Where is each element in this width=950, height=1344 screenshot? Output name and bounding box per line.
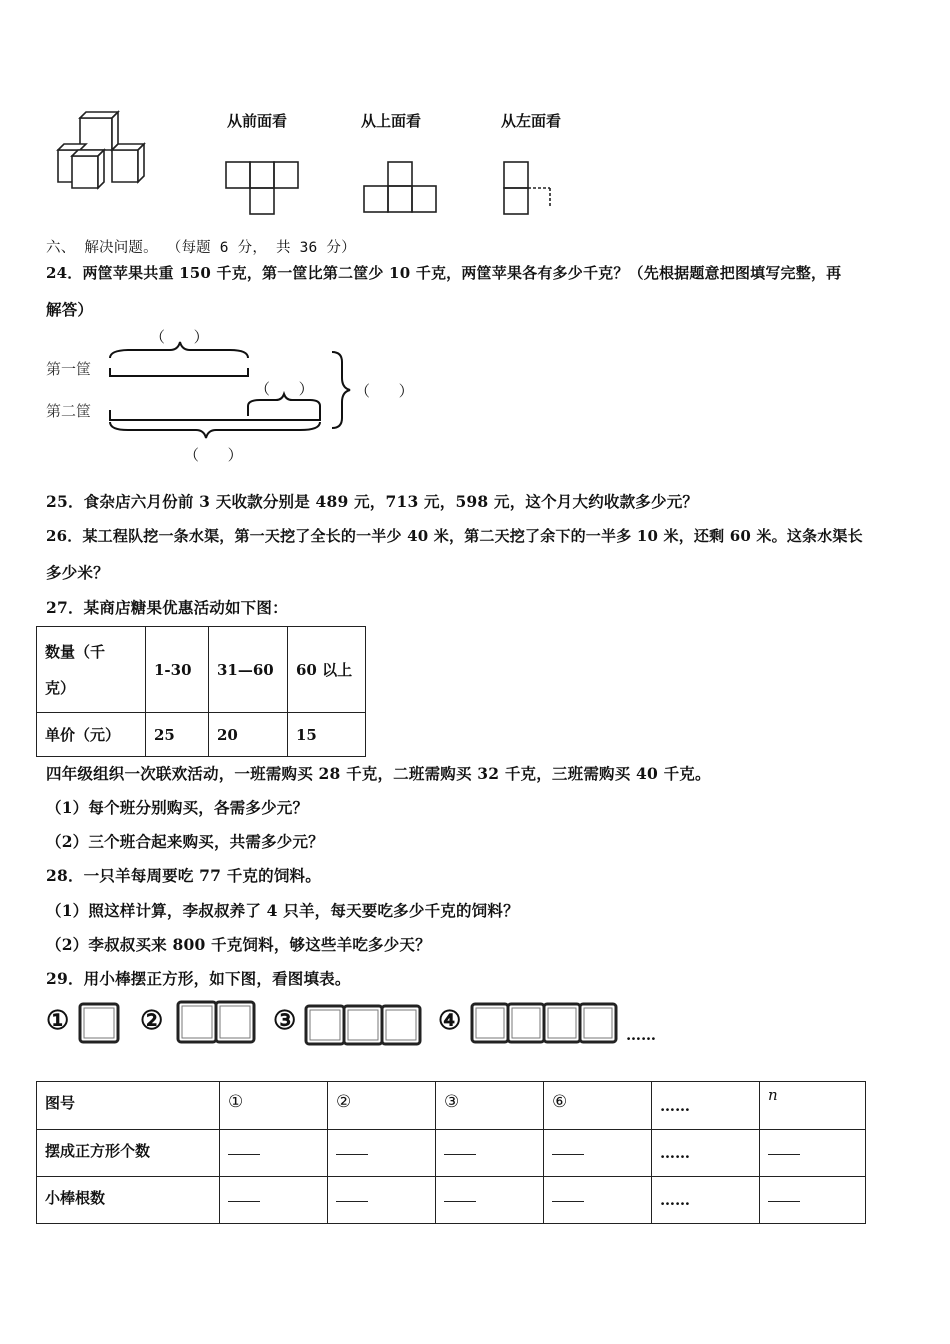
square-count-blank-2[interactable]: [328, 1130, 436, 1177]
q28-sub2: （2）李叔叔买来 800 千克饲料，够这些羊吃多少天？: [46, 935, 431, 954]
stick-count-ellipsis: ……: [652, 1177, 760, 1224]
view-label-left: 从左面看: [501, 112, 562, 130]
blank-line: [552, 1154, 584, 1155]
fig-no-n: n: [760, 1082, 866, 1130]
price-table: [36, 626, 366, 757]
stick-figure-ellipsis: ……: [626, 1026, 656, 1044]
blank-line: [768, 1154, 800, 1155]
q29-intro: 29．用小棒摆正方形，如下图，看图填表。: [46, 969, 351, 988]
fig-no-ellipsis: ……: [652, 1082, 760, 1130]
blank-line: [228, 1154, 260, 1155]
cube-stack-figure: [50, 110, 150, 190]
stick-figure-label-1: ①: [46, 1006, 70, 1036]
price-header-cell: 单价（元）: [37, 713, 146, 757]
fig-no-header: 图号: [37, 1082, 220, 1130]
stick-count-blank-2[interactable]: [328, 1177, 436, 1224]
stick-count-blank-6[interactable]: [544, 1177, 652, 1224]
left-view-figure: [502, 160, 554, 216]
price-cell-2: 20: [209, 713, 288, 757]
fig-no-3: ③: [436, 1082, 544, 1130]
blank-line: [336, 1201, 368, 1202]
blank-line: [444, 1201, 476, 1202]
basket1-label: 第一筐: [46, 360, 92, 378]
square-count-ellipsis: ……: [652, 1130, 760, 1177]
front-view-figure: [224, 160, 300, 216]
stick-figure-label-4: ④: [438, 1006, 462, 1036]
square-count-blank-6[interactable]: [544, 1130, 652, 1177]
price-cell-1: 25: [146, 713, 209, 757]
square-count-blank-3[interactable]: [436, 1130, 544, 1177]
quantity-header-line2: 克）: [45, 678, 76, 697]
basket2-label: 第二筐: [46, 402, 92, 420]
top-view-figure: [362, 160, 438, 214]
paren-top: （ ）: [150, 328, 209, 346]
stick-count-blank-3[interactable]: [436, 1177, 544, 1224]
q27-intro: 27．某商店糖果优惠活动如下图：: [46, 598, 288, 617]
fig-no-2: ②: [328, 1082, 436, 1130]
q28-sub1: （1）照这样计算，李叔叔养了 4 只羊，每天要吃多少千克的饲料？: [46, 901, 519, 920]
square-count-blank-n[interactable]: [760, 1130, 866, 1177]
quantity-header-cell: [37, 627, 146, 713]
range-cell-2: 31—60: [209, 627, 288, 713]
range-cell-1: 1-30: [146, 627, 209, 713]
paren-bottom: （ ）: [184, 446, 243, 464]
q27-text: 四年级组织一次联欢活动，一班需购买 28 千克，二班需购买 32 千克，三班需购买 40 千克。: [46, 764, 711, 783]
blank-line: [228, 1201, 260, 1202]
q24-line1: 24．两筐苹果共重 150 千克，第一筐比第二筐少 10 千克，两筐苹果各有多少千克？（先根据题意把图填写完整，再: [46, 264, 842, 282]
q26-line1: 26．某工程队挖一条水渠，第一天挖了全长的一半少 40 米，第二天挖了余下的一半多 10 米，还剩 60 米。这条水渠长: [46, 527, 863, 545]
view-label-top: 从上面看: [361, 112, 422, 130]
stick-count-label: 小棒根数: [37, 1177, 220, 1224]
blank-line: [444, 1154, 476, 1155]
blank-line: [336, 1154, 368, 1155]
blank-line: [768, 1201, 800, 1202]
q25-text: 25．食杂店六月份前 3 天收款分别是 489 元，713 元，598 元，这个月大约收款多少元？: [46, 492, 699, 511]
q27-sub1: （1）每个班分别购买，各需多少元？: [46, 798, 309, 817]
paren-small: （ ）: [255, 380, 314, 398]
blank-line: [552, 1201, 584, 1202]
price-cell-3: 15: [288, 713, 366, 757]
stick-squares-figure: [74, 996, 634, 1052]
quantity-header-line1: 数量（千: [45, 642, 106, 661]
stick-fill-table: [36, 1081, 866, 1224]
stick-count-blank-1[interactable]: [220, 1177, 328, 1224]
square-count-blank-1[interactable]: [220, 1130, 328, 1177]
view-label-front: 从前面看: [227, 112, 288, 130]
stick-figure-label-3: ③: [273, 1006, 297, 1036]
section-header: 六、 解决问题。 （每题 6 分， 共 36 分）: [46, 240, 356, 256]
q28-intro: 28．一只羊每周要吃 77 千克的饲料。: [46, 866, 321, 885]
fig-no-1: ①: [220, 1082, 328, 1130]
paren-total: （ ）: [355, 382, 414, 400]
square-count-label: 摆成正方形个数: [37, 1130, 220, 1177]
stick-figure-label-2: ②: [140, 1006, 164, 1036]
q27-sub2: （2）三个班合起来购买，共需多少元？: [46, 832, 324, 851]
range-cell-3: 60 以上: [288, 627, 366, 713]
stick-count-blank-n[interactable]: [760, 1177, 866, 1224]
q24-line2: 解答）: [46, 300, 94, 319]
q26-line2: 多少米？: [46, 563, 109, 582]
fig-no-6: ⑥: [544, 1082, 652, 1130]
